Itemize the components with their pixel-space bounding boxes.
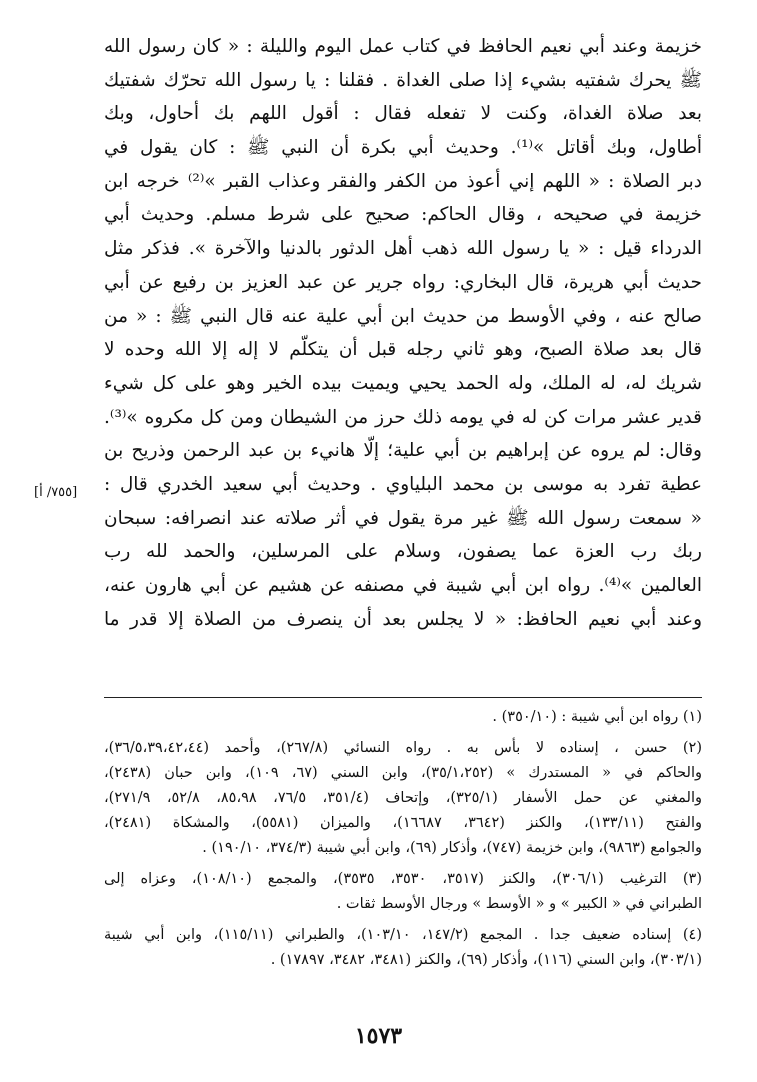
footnote-3: [104, 867, 702, 917]
text-line: خزيمة في صحيحه ، وقال الحاكم: صحيح على شرط مسلم. وحديث أبي: [104, 204, 702, 226]
footnote-line: (٢) حسن ، إسناده لا بأس به . رواه النسائي (٢٦٧/٨)، وأحمد (٣٦/٥،٣٩،٤٢،٤٤)،: [104, 740, 702, 756]
page-number: ١٥٧٣: [354, 1023, 403, 1049]
footnote-line: والجوامع (٩٨٦٣)، وابن خزيمة (٧٤٧)، وأذكار (٦٩)، وابن أبي شيبة (٣٧٤/٣، ١٩٠/١٠) .: [202, 840, 702, 856]
footnotes-block: [104, 705, 702, 979]
text-line: شريك له، له الملك، وله الحمد يحيي ويميت بيده الخير وهو على كل شيء: [104, 372, 702, 394]
footnote-line: (١) رواه ابن أبي شيبة : (٣٥٠/١٠) .: [492, 709, 702, 725]
text-line: ﷺ يحرك شفتيه بشيء إذا صلى الغداة . فقلنا : يا رسول الله تحرّك شفتيك: [104, 69, 702, 91]
margin-manuscript-reference: [٧٥٥/ أ]: [34, 485, 78, 500]
text-line: ربك رب العزة عما يصفون، وسلام على المرسلين، والحمد لله رب: [104, 541, 702, 563]
footnote-line: والمغني عن حمل الأسفار (٣٢٥/١)، وإتحاف (٣٥١/٤، ٧٦/٥، ٨٥،٩٨، ٥٢/٨، ٢٧١/٩)،: [104, 790, 702, 806]
text-line: دبر الصلاة : « اللهم إني أعوذ من الكفر والفقر وعذاب القبر »⁽²⁾ خرجه ابن: [104, 170, 702, 192]
text-line: بعد صلاة الغداة، وكنت لا تفعله فقال : أقول اللهم بك أحاول، وبك: [104, 103, 702, 125]
text-line: قال بعد صلاة الصبح، وهو ثاني رجله قبل أن يتكلّم لا إله إلا الله وحده لا: [104, 339, 702, 361]
footnote-line: (٣) الترغيب (٣٠٦/١)، والكنز (٣٥١٧، ٣٥٣٠، ٣٥٣٥)، والمجمع (١٠٨/١٠)، وعزاه إلى: [104, 871, 702, 887]
text-line: حديث أبي هريرة، قال البخاري: رواه جرير عن عبد العزيز بن رفيع عن أبي: [104, 271, 702, 293]
text-line: عطية تفرد به موسى بن محمد البلياوي . وحديث أبي سعيد الخدري قال :: [104, 473, 702, 495]
footnote-line: (٤) إسناده ضعيف جدا . المجمع (١٤٧/٢، ١٠٣/١٠)، والطبراني (١١٥/١١)، وابن أبي شيبة: [104, 927, 702, 943]
text-line: قدير عشر مرات كن له في يومه ذلك حرز من الشيطان ومن كل مكروه »⁽³⁾.: [104, 406, 702, 428]
footnote-line: الطبراني في « الكبير » و « الأوسط » ورجال الأوسط ثقات .: [336, 896, 702, 912]
text-line: العالمين »⁽⁴⁾. رواه ابن أبي شيبة في مصنفه عن هشيم عن أبي هارون عنه،: [104, 575, 702, 596]
text-line: وقال: لم يروه عن إبراهيم بن أبي علية؛ إلّا هانيء بن عبد الرحمن وذريح بن: [104, 440, 702, 462]
footnote-line: (٣٠٣/١)، وابن السني (١١٦)، وأذكار (٦٩)، والكنز (٣٤٨١، ٣٤٨٢، ١٧٨٩٧) .: [270, 952, 702, 968]
text-line: الدرداء قيل : « يا رسول الله ذهب أهل الدثور بالدنيا والآخرة ». فذكر مثل: [104, 238, 702, 260]
main-text-block: [104, 30, 702, 636]
footnote-line: والفتح (١٣٣/١١)، والكنز (٣٦٤٢، ١٦٦٨٧)، والميزان (٥٥٨١)، والمشكاة (٢٤٨١)،: [104, 815, 702, 831]
footnote-2: [104, 736, 702, 861]
text-line: أطاول، وبك أقاتل »⁽¹⁾. وحديث أبي بكرة أن النبي ﷺ : كان يقول في: [104, 137, 702, 159]
footnote-1: [104, 705, 702, 730]
text-line: صالح عنه ، وفي الأوسط من حديث ابن أبي علية عنه قال النبي ﷺ : « من: [104, 305, 702, 327]
footnote-4: [104, 923, 702, 973]
text-line: وعند أبي نعيم الحافظ: « لا يجلس بعد أن ينصرف من الصلاة إلا قدر ما: [104, 608, 702, 630]
footnote-line: والحاكم في « المستدرك » (٣٥/١،٢٥٢)، وابن السني (٦٧، ١٠٩)، وابن حبان (٢٤٣٨)،: [104, 765, 702, 781]
text-line: خزيمة وعند أبي نعيم الحافظ في كتاب عمل اليوم والليلة : « كان رسول الله: [104, 36, 702, 57]
footnote-separator: [104, 697, 702, 698]
text-line: « سمعت رسول الله ﷺ غير مرة يقول في أثر صلاته عند انصرافه: سبحان: [104, 507, 702, 529]
